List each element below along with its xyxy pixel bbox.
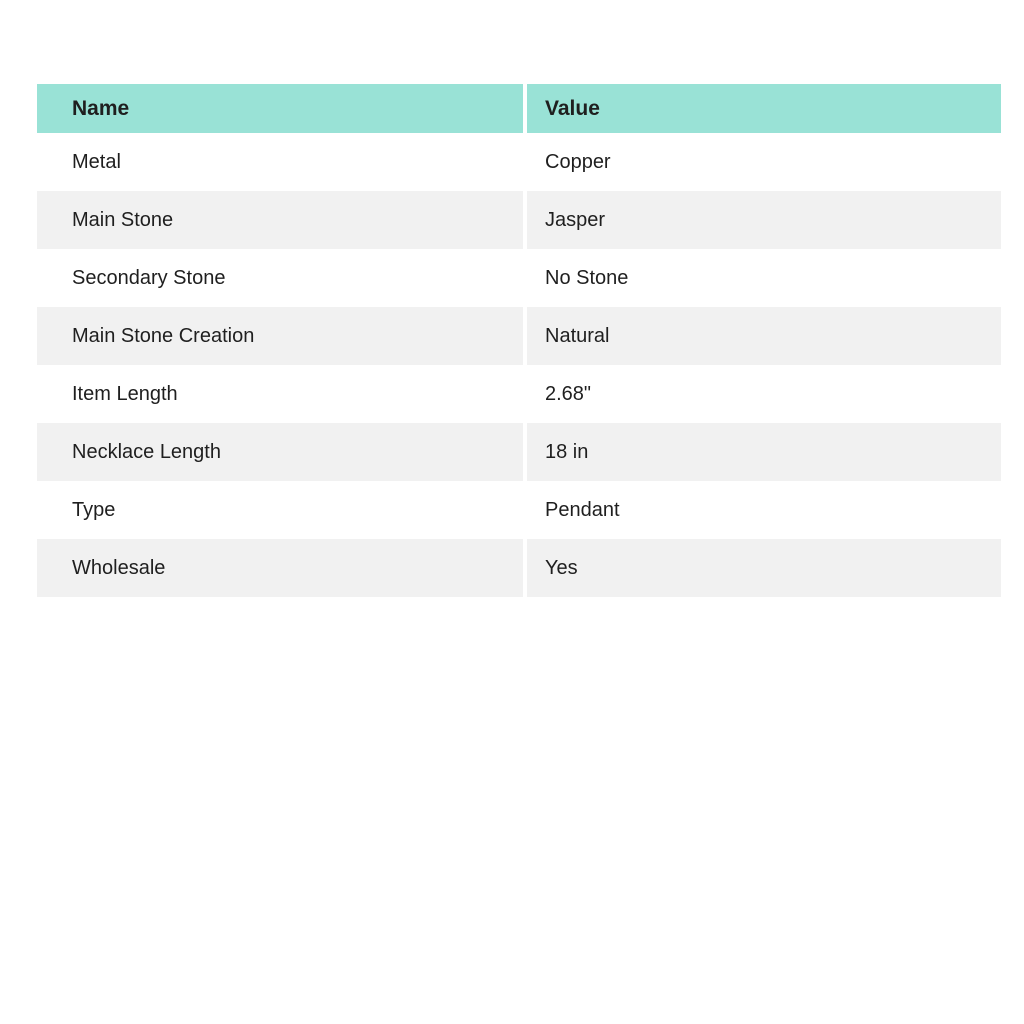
cell-attribute-value: Yes	[527, 539, 1001, 597]
cell-attribute-value: 18 in	[527, 423, 1001, 481]
cell-attribute-name: Type	[37, 481, 523, 539]
cell-attribute-value: Natural	[527, 307, 1001, 365]
cell-attribute-name: Item Length	[37, 365, 523, 423]
cell-attribute-value: 2.68"	[527, 365, 1001, 423]
column-header-value: Value	[527, 84, 1001, 133]
cell-attribute-name: Wholesale	[37, 539, 523, 597]
column-header-name: Name	[37, 84, 523, 133]
cell-attribute-name: Metal	[37, 133, 523, 191]
cell-attribute-name: Main Stone Creation	[37, 307, 523, 365]
cell-attribute-name: Necklace Length	[37, 423, 523, 481]
cell-attribute-name: Secondary Stone	[37, 249, 523, 307]
cell-attribute-value: Jasper	[527, 191, 1001, 249]
cell-attribute-value: Pendant	[527, 481, 1001, 539]
cell-attribute-name: Main Stone	[37, 191, 523, 249]
cell-attribute-value: No Stone	[527, 249, 1001, 307]
cell-attribute-value: Copper	[527, 133, 1001, 191]
product-attributes-table	[37, 84, 1001, 597]
